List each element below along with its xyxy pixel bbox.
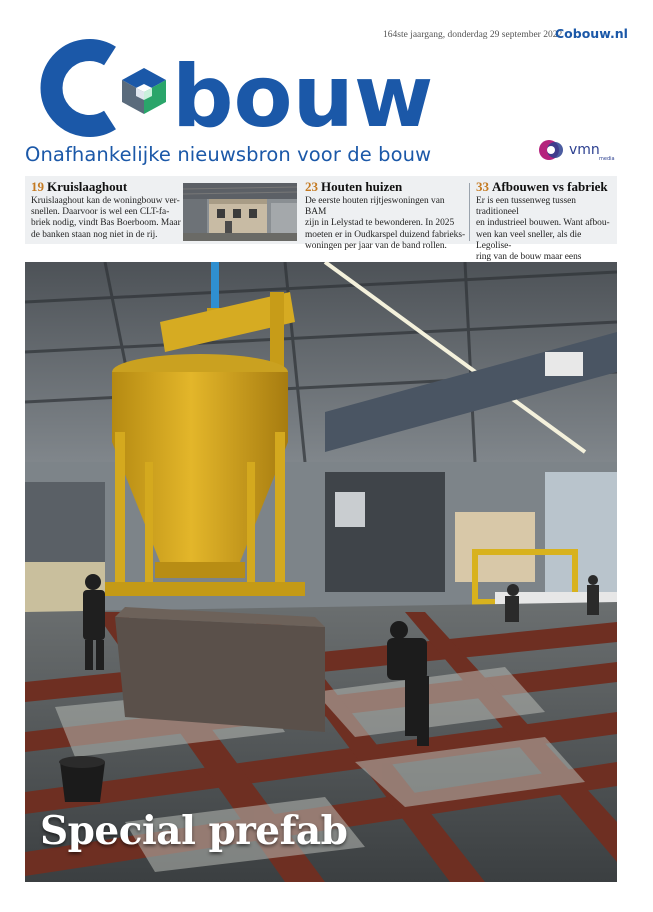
vmn-sub-text: media bbox=[599, 156, 615, 162]
teaser-kruislaaghout[interactable] bbox=[31, 180, 181, 241]
vmn-text: vmn bbox=[569, 142, 600, 158]
cube-icon bbox=[122, 68, 166, 114]
teaser-divider bbox=[469, 183, 470, 241]
teaser-title: 19 Kruislaaghout bbox=[31, 179, 128, 194]
cover-headline: Special prefab bbox=[40, 808, 348, 854]
teaser-text: De eerste houten rijtjeswoningen van BAM zijn in Lelystad te bewonderen. In 2025 moeten er in Oudkarspel duizend fabrieks- woningen per jaar van de band rollen. bbox=[305, 196, 466, 251]
cobouw-logo bbox=[22, 34, 452, 142]
vmn-media-logo bbox=[537, 138, 617, 164]
site-logo-link[interactable] bbox=[555, 26, 628, 41]
teaser-text: Er is een tussenweg tussen traditioneel en industrieel bouwen. Want afbou- wen kan veel sneller, als die Legolise- ring van de bouw maar eens bbox=[476, 196, 610, 263]
dateline: 164ste jaargang, donderdag 29 september 2022 bbox=[383, 30, 563, 40]
teaser-afbouwen-vs-fabriek[interactable] bbox=[476, 180, 616, 274]
teaser-photo-houten-huizen[interactable] bbox=[183, 183, 297, 241]
teaser-title: 33 Afbouwen vs fabriek bbox=[476, 179, 608, 194]
site-logo-text: Cobouw.nl bbox=[555, 26, 628, 41]
teaser-title: 23 Houten huizen bbox=[305, 179, 403, 194]
tagline: Onafhankelijke nieuwsbron voor de bouw bbox=[25, 143, 432, 166]
logo-wordmark: bouw bbox=[172, 47, 434, 142]
teaser-houten-huizen[interactable] bbox=[305, 180, 467, 252]
cover-photo bbox=[25, 262, 617, 882]
teaser-text: Kruislaaghout kan de woningbouw ver- snellen. Daarvoor is wel een CLT-fa- briek nodig, vindt Bas Boerboom. Maar de banken staan nog niet in de rij. bbox=[31, 196, 181, 240]
